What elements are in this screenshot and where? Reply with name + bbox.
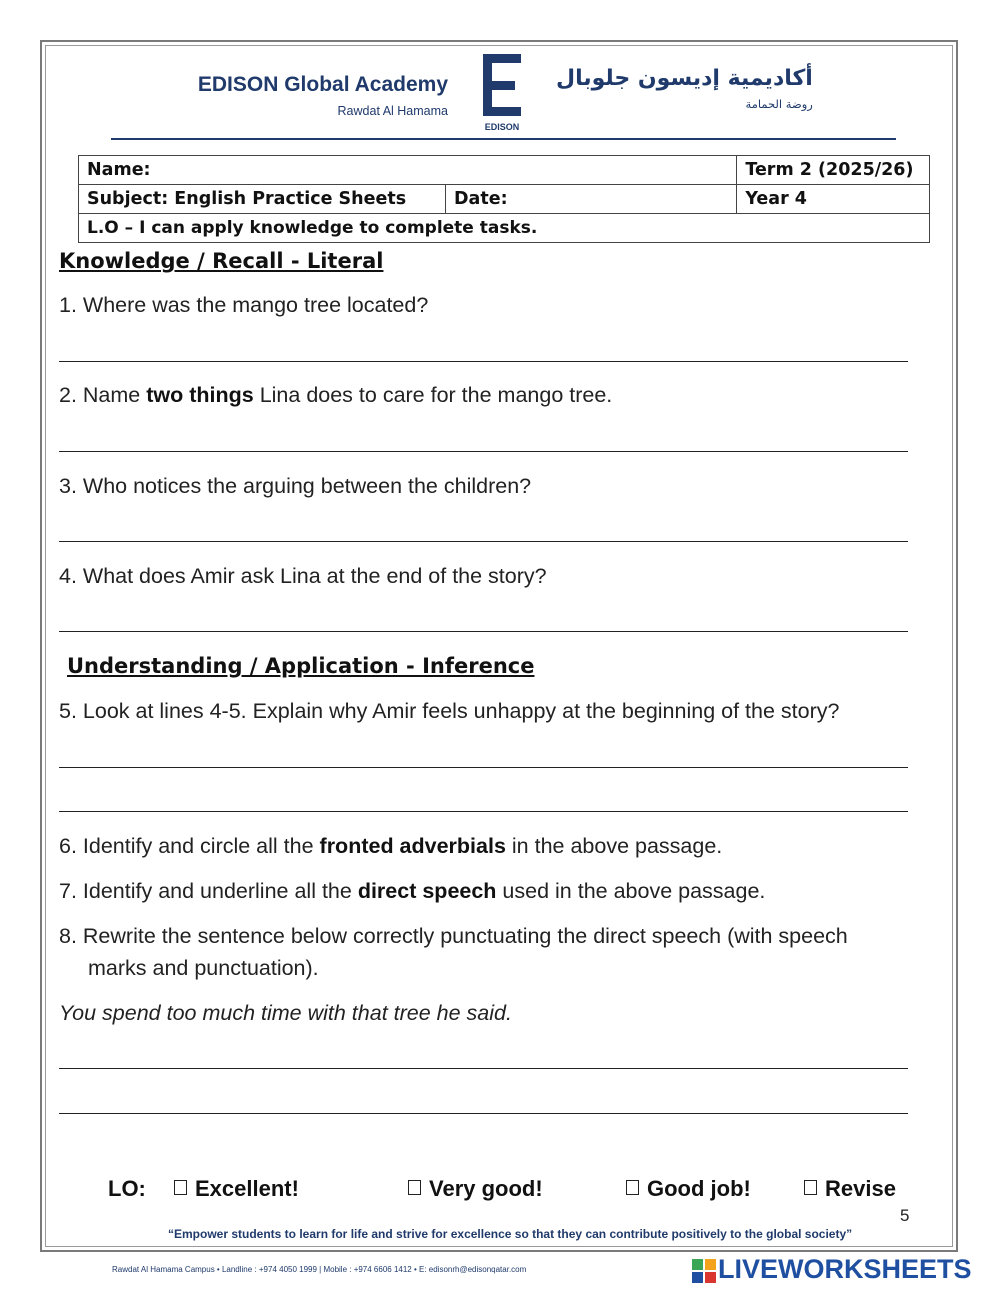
q6-text: 6. Identify and circle all the	[59, 834, 320, 858]
term-cell: Term 2 (2025/26)	[737, 156, 930, 185]
rating-good-job[interactable]	[626, 1176, 751, 1202]
answer-line-5a[interactable]	[59, 767, 908, 768]
answer-line-1[interactable]	[59, 361, 908, 362]
rating-revise-label: Revise	[825, 1176, 896, 1201]
lo-label: LO:	[108, 1176, 146, 1201]
section-heading-inference: Understanding / Application - Inference	[67, 654, 535, 678]
footer-contact: Rawdat Al Hamama Campus • Landline : +974 4050 1999 | Mobile : +974 6606 1412 • E: edisonrh@edisonqatar.com	[112, 1265, 527, 1274]
checkbox-icon[interactable]	[804, 1180, 817, 1195]
rating-very-good[interactable]	[408, 1176, 543, 1202]
question-4: 4. What does Amir ask Lina at the end of the story?	[59, 564, 547, 588]
school-motto: “Empower students to learn for life and strive for excellence so that they can contribute positively to the global society”	[168, 1227, 853, 1241]
checkbox-icon[interactable]	[174, 1180, 187, 1195]
q7-text: 7. Identify and underline all the	[59, 879, 358, 903]
question-5: 5. Look at lines 4-5. Explain why Amir feels unhappy at the beginning of the story?	[59, 699, 840, 723]
school-title-en: EDISON Global Academy	[197, 73, 448, 96]
answer-line-8b[interactable]	[59, 1113, 908, 1114]
rating-excellent-label: Excellent!	[195, 1176, 299, 1201]
school-title-ar: أكاديمية إديسون جلوبال	[556, 66, 813, 91]
sentence-to-rewrite: You spend too much time with that tree he said.	[59, 1001, 512, 1025]
checkbox-icon[interactable]	[626, 1180, 639, 1195]
question-8-line-1: 8. Rewrite the sentence below correctly punctuating the direct speech (with speech	[59, 924, 848, 948]
year-cell: Year 4	[737, 185, 930, 214]
answer-line-4[interactable]	[59, 631, 908, 632]
answer-line-2[interactable]	[59, 451, 908, 452]
q7-text-end: used in the above passage.	[496, 879, 766, 903]
liveworksheets-brand[interactable]: LIVEWORKSHEETS	[718, 1254, 972, 1284]
edison-logo-icon	[481, 54, 523, 132]
question-1: 1. Where was the mango tree located?	[59, 293, 429, 317]
question-2	[59, 383, 612, 408]
question-3: 3. Who notices the arguing between the children?	[59, 474, 532, 498]
campus-en: Rawdat Al Hamama	[337, 104, 448, 118]
q7-bold: direct speech	[357, 879, 497, 903]
question-6	[59, 834, 722, 859]
header-divider	[111, 138, 896, 140]
q6-text-end: in the above passage.	[505, 834, 723, 858]
date-cell[interactable]: Date:	[446, 185, 737, 214]
name-cell[interactable]: Name:	[79, 156, 737, 185]
school-name-english	[198, 73, 448, 118]
liveworksheets-logo-icon	[692, 1259, 716, 1283]
logo-caption: EDISON	[484, 122, 520, 132]
answer-line-5b[interactable]	[59, 811, 908, 812]
question-7	[59, 879, 765, 904]
rating-very-good-label: Very good!	[429, 1176, 543, 1201]
q2-text-end: Lina does to care for the mango tree.	[253, 383, 613, 407]
learning-objective-cell: L.O – I can apply knowledge to complete tasks.	[79, 214, 930, 243]
page-number: 5	[900, 1206, 910, 1225]
rating-revise[interactable]	[804, 1176, 896, 1202]
school-name-arabic	[556, 66, 813, 111]
q2-bold: two things	[146, 383, 254, 407]
answer-line-8a[interactable]	[59, 1068, 908, 1069]
rating-good-job-label: Good job!	[647, 1176, 751, 1201]
campus-ar: روضة الحمامة	[745, 97, 813, 111]
q6-bold: fronted adverbials	[319, 834, 506, 858]
q2-text: 2. Name	[59, 383, 147, 407]
info-table	[78, 155, 930, 243]
answer-line-3[interactable]	[59, 541, 908, 542]
rating-excellent[interactable]	[174, 1176, 299, 1202]
question-8-line-2: marks and punctuation).	[88, 956, 319, 980]
section-heading-recall: Knowledge / Recall - Literal	[59, 249, 384, 273]
subject-cell: Subject: English Practice Sheets	[79, 185, 446, 214]
checkbox-icon[interactable]	[408, 1180, 421, 1195]
